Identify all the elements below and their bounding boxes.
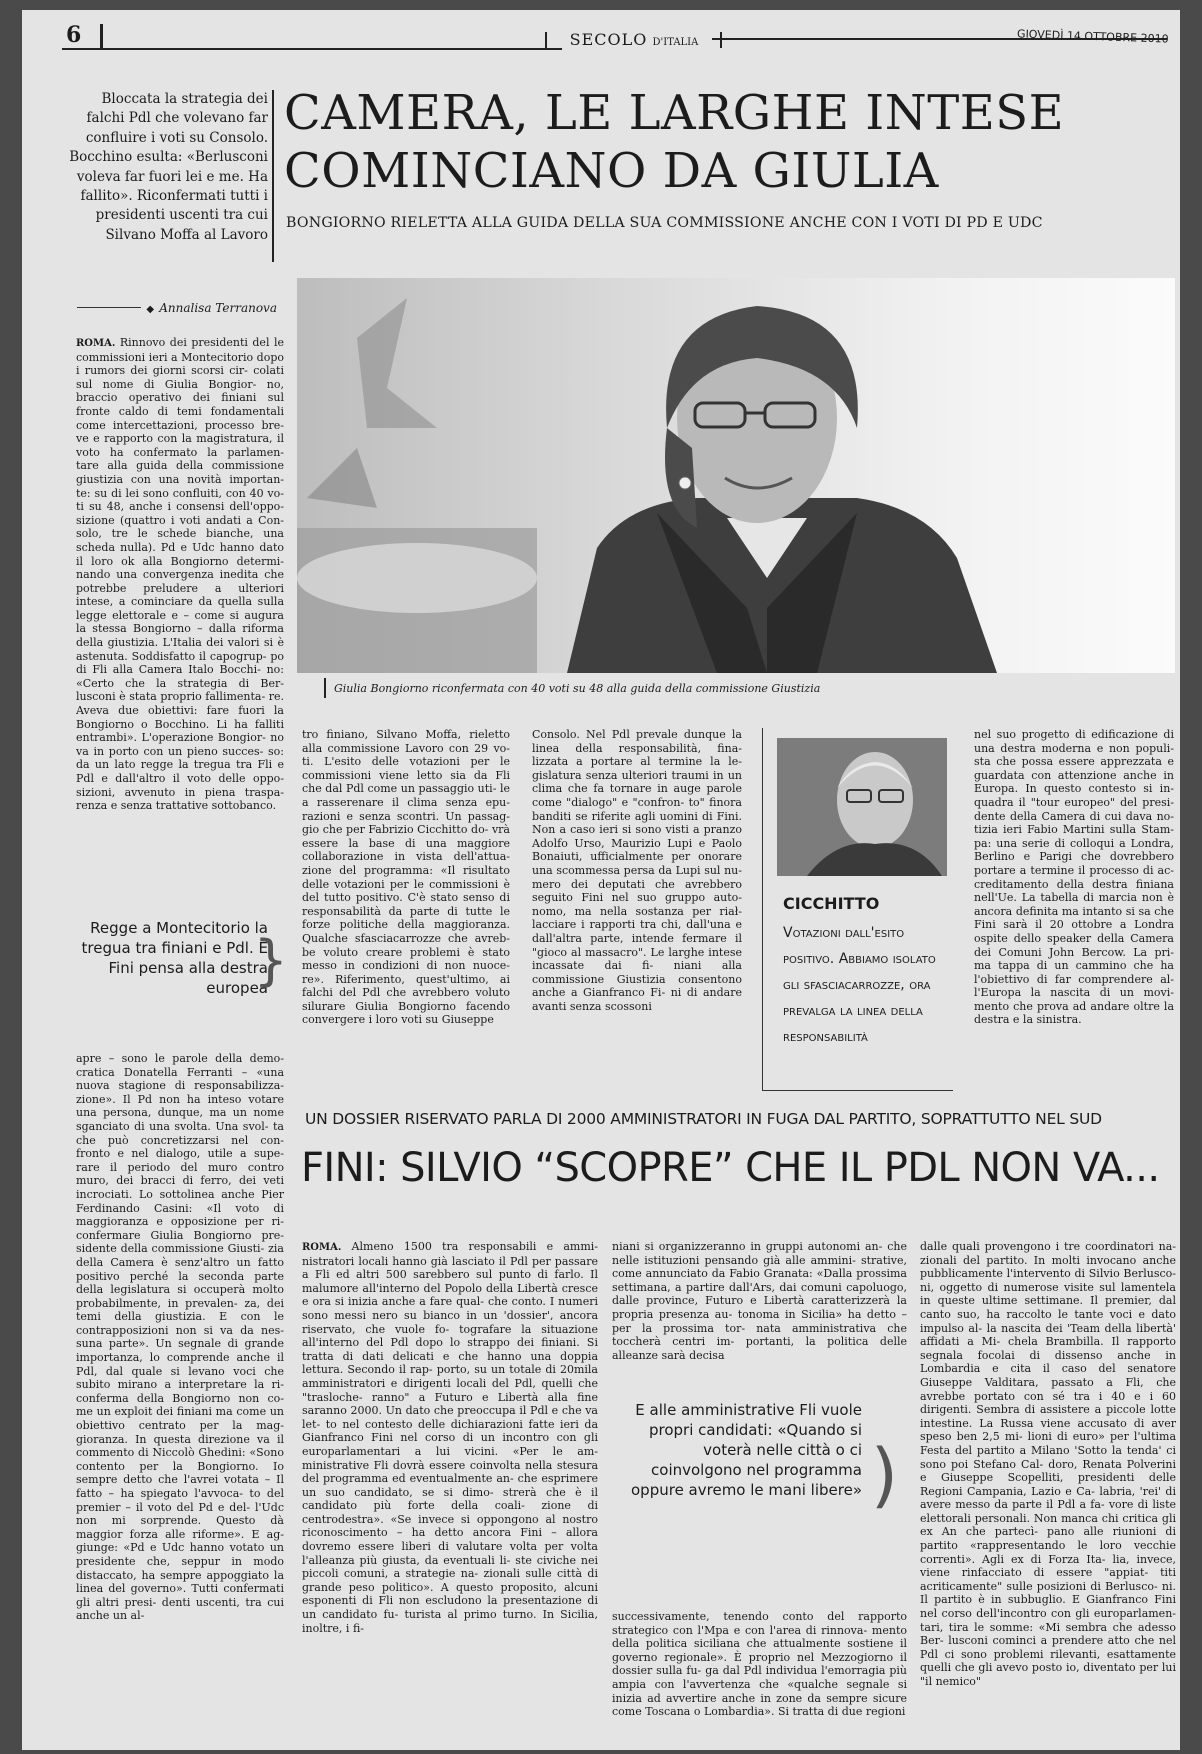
pullquote-2 xyxy=(622,1400,898,1516)
masthead xyxy=(542,30,726,49)
article1-column-3: Consolo. Nel Pdl prevale dunque la linea della responsabilità, fina- lizzata a portare al termine la le- gislatura senza ulteriori traumi in un clima che fa tornare in auge parole come "dialogo" e "confron- to" finora banditi se riferite agli uomini di Fini. Non a caso ieri si sono visti a pranzo Adolfo Urso, Maurizio Lupi e Paolo Bonaiuti, ufficialmente per onorare una scommessa persa da Lupi sul nu- mero dei deputati che avrebbero seguito Fini nel suo gruppo auto- nomo, ma nella sostanza per riał- lacciare i rapporti tra chi, dall'una e dall'altra parte, intende fermare il "gioco al massacro". Le larghe intese incassate dai fi- niani alla commissione Giustizia consentono anche a Gianfranco Fi- ni di andare avanti senza scossoni xyxy=(532,728,742,1013)
article2-col1-text: Almeno 1500 tra responsabili e ammi- nistratori locali hanno già lasciato il Pdl per passare a Fli ed altri 500 sarebbero sul punto di farlo. Il malumore all'interno del Popolo della Libertà cresce e ora si inizia anche a fare qual- che conto. I numeri sono messi nero su bianco in un 'dossier', ancora riservato, che vuole fo- tografare la situazione all'interno del Pdl dopo lo strappo dei finiani. Si tratta di dati delicati e che hanno una doppia lettura. Secondo il rap- porto, su un totale di 20mila amministratori e dirigenti locali del Pdl, quelli che "trasloche- ranno" a Futuro e Libertà alla fine saranno 2000. Un dato che preoccupa il Pdl e che va let- to nel contesto delle dichiarazioni fatte ieri da Gianfranco Fini nel corso di un incontro con gli europarlamentari a lui vicini. «Per le am- ministrative Fli dovrà essere coinvolta nella stesura del programma ed eventualmente an- che esprimere un suo candidato, se si dimo- strerà che è il candidato più forte della coali- zione di centrodestra». «Se invece si oppongono al nostro riconoscimento – ha detto ancora Fini – allora dovremo essere liberi di valutare volta per volta l'alleanza più giusta, da eventuali li- ste civiche nei piccoli comuni, a strategie na- zionali sulle città di grande peso politico». A questo proposito, alcuni esponenti di Fli non escludono la presentazione di un candidato fu- turista al primo turno. In Sicilia, inoltre, i fi- xyxy=(302,1240,598,1635)
byline-rule xyxy=(77,307,141,308)
byline-row xyxy=(62,297,277,316)
caption-bar-icon xyxy=(324,678,326,698)
header-date: GIOVEDÌ 14 OTTOBRE 2010 xyxy=(1016,27,1169,46)
byline: Annalisa Terranova xyxy=(159,301,277,315)
diamond-icon: ◆ xyxy=(146,304,155,315)
headline-line-1: CAMERA, LE LARGHE INTESE xyxy=(284,85,1065,141)
article2-column-3: dalle quali provengono i tre coordinatori na- zionali del partito. In molti invocano anche pubblicamente l'intervento di Silvio Berlusco- ni, oggetto di numerose visite sul lamentela in queste ultime settimane. Il premier, dal canto suo, ha raccolto le tante voci e dato impulso al- la nascita dei 'Team della libertà' affidati a Mi- chela Brambilla. Il rapporto segnala focolai di dissenso anche in Lombardia e cita il caso del senatore Giuseppe Valditara, passato a Fli, che avrebbe portato con sé tra i 40 e i 60 dirigenti. Sembra di assistere a piccole lotte intestine. La Russa viene accusato di aver speso ben 2,5 mi- lioni di euro» per l'ultima Festa del partito a Milano 'Sotto la tenda' ci sono poi Stefano Cal- doro, Renata Polverini e Giuseppe Scopelliti, presidenti delle Regioni Campania, Lazio e Ca- labria, 'rei' di avere messo da parte il Pdl a fa- vore di liste elettorali personali. Non manca chi critica gli ex An che partecì- pano alle riunioni di partito «rappresentando le loro vecchie correnti». Agli ex di Forza Ita- lia, invece, viene rinfacciato di essere "appiat- titi acriticamente" sulle posizioni di Berlusco- ni. Il partito è in subbuglio. E Gianfranco Fini nel corso dell'incontro con gli europarlamen- tari, tira le somme: «Mi sembra che adesso Ber- lusconi cominci a prendere atto che nel Pdl ci sono problemi rilevanti, esattamente quelli che gli avevo posto io, diventato per lui "il nemico" xyxy=(920,1240,1176,1688)
summary-text: Bloccata la strategia dei falchi Pdl che volevano far confluire i voti su Consolo. Bocchino esulta: «Berlusconi voleva far fuori lei e me. Ha fallito». Riconfermati tutti i presidenti uscenti tra cui Silvano Moffa al Lavoro xyxy=(69,91,268,243)
masthead-main: SECOLO xyxy=(569,30,648,49)
pullquote-2-text: E alle amministrative Fli vuole propri candidati: «Quando si voterà nelle città o ci coinvolgono nel programma oppure avremo le mani libere» xyxy=(631,1401,862,1499)
article1-col1-top-text: Rinnovo dei presidenti del le commissioni ieri a Montecitorio dopo i rumors dei giorni scorsi cir- colati sul nome di Giulia Bongior- no, braccio operativo dei finiani sul fronte caldo di temi fondamentali come intercettazioni, processo bre- ve e rapporto con la magistratura, il voto ha confermato la parlamen- tare alla guida della commissione giustizia con una novità importan- te: su di lei sono confluiti, con 40 vo- ti su 48, anche i consensi dell'oppo- sizione (quattro i voti andati a Con- solo, tre le schede bianche, una scheda nulla). Pd e Udc hanno dato il loro ok alla Bongiorno determi- nando una convergenza inedita che potrebbe preludere a ulteriori intese, a cominciare da quella sulla legge elettorale e – come si augura la stessa Bongiorno – dalla riforma della giustizia. L'Italia dei valori si è astenuta. Soddisfatto il capogrup- po di Fli alla Camera Italo Bocchi- no: «Certo che la strategia di Ber- lusconi è stata proprio fallimenta- re. Aveva due obiettivi: fare fuori la Bongiorno o Bocchino. Li ha falliti entrambi». L'operazione Bongior- no va in porto con un pieno succes- so: da un lato regge la tregua tra Fli e Pdl e dall'altro il voto delle oppo- sizioni, avvenuto in piena traspa- renza e senza trattative sottobanco. xyxy=(76,336,284,813)
left-brace-icon: ) xyxy=(870,1434,898,1516)
photo-caption: Giulia Bongiorno riconfermata con 40 voti su 48 alla guida della commissione Giustizia xyxy=(334,682,821,695)
inset-name: CICCHITTO xyxy=(783,894,880,913)
masthead-tick-right xyxy=(720,32,722,48)
article1-column-1-bottom: apre – sono le parole della demo- cratica Donatella Ferranti – «una nuova stagione di responsabilizza- zione». Il Pd non ha inteso votare una persona, dunque, ma un nome sganciato di una svolta. Una svol- ta che può concretizzarsi nel con- fronto e nel dialogo, utile a supe- rare il periodo del muro contro muro, dei bracci di ferro, dei veti incrociati. Lo sottolinea anche Pier Ferdinando Casini: «Il voto di maggioranza e opposizione per ri- confermare Giulia Bongiorno pre- sidente della commissione Giusti- zia della Camera è senz'altro un fatto positivo perché la seconda parte della legislatura si occuperà molto probabilmente, in prevalen- za, dei temi della giustizia. E con le contrapposizioni non si va da nes- suna parte». Un segnale di grande importanza, lo comprende anche il Pdl, dal quale si levano voci che subito mirano a interpretare la ri- conferma della Bongiorno non co- me un exploit dei finiani ma come un obiettivo centrato per la mag- gioranza. In questa direzione va il commento di Niccolò Ghedini: «Sono contento per la Bongiorno. Io sempre detto che l'avrei votata – Il fatto – ha spiegato l'avvoca- to del premier – il voto del Pd e del- l'Udc non mi sorprende. Questo dà maggior forza alle riforme». E ag- giunge: «Pd e Udc hanno votato un presidente che, seppur in modo distaccato, ha sempre appoggiato la linea del governo». Tutti confermati gli altri presi- denti uscenti, tra cui anche un al- xyxy=(76,1052,284,1623)
pullquote-1-text: Regge a Montecitorio la tregua tra finiani e Pdl. E Fini pensa alla destra europea xyxy=(81,919,268,997)
article2-headline: FINI: SILVIO “SCOPRE” CHE IL PDL NON VA... xyxy=(301,1145,1160,1191)
inset-quote: Votazioni dall'esito positivo. Abbiamo isolato gli sfasciacarrozze, ora prevalga la linea della responsabilità xyxy=(783,925,936,1045)
article1-column-5: nel suo progetto di edificazione di una destra moderna e non populi- sta che possa essere apprezzata e guardata con attenzione anche in Europa. In questo contesto si in- quadra il "tour europeo" del presi- dente della Camera di cui dava no- tizia ieri Fabio Martini sulla Stam- pa: una serie di colloqui a Londra, Berlino e Parigi che dovrebbero portare a termine il processo di ac- creditamento della destra finiana nell'Ue. La tabella di marcia non è ancora definita ma intanto si sa che Fini sarà il 20 ottobre a Londra ospite dello speaker della Camera dei Comuni John Bercow. La pri- ma tappa di un cammino che ha l'obiettivo di far comprendere al- l'Europa la nascita di un movi- mento che prova ad andare oltre la destra e la sinistra. xyxy=(974,728,1174,1027)
article2-column-2-top: niani si organizzeranno in gruppi autonomi an- che nelle istituzioni pensando già alle ammini- strative, come annunciato da Fabio Granata: «Dalla prossima settimana, a partire dall'Ars, dai comuni capoluogo, dalle province, Futuro e Libertà caratterizzerà la propria presenza au- tonoma in Sicilia» ha detto – per la prossima tor- nata amministrativa che toccherà centri im- portanti, la politica delle alleanze sarà decisa xyxy=(612,1240,907,1362)
cicchitto-inset xyxy=(762,728,953,1091)
article2-dateline: ROMA. xyxy=(302,1242,342,1253)
subheadline: BONGIORNO RIELETTA ALLA GUIDA DELLA SUA COMMISSIONE ANCHE CON I VOTI DI PD E UDC xyxy=(286,215,1043,231)
article1-column-2: tro finiano, Silvano Moffa, rieletto alla commissione Lavoro con 29 vo- ti. L'esito delle votazioni per le commissioni viene letto sia da Fli che dal Pdl come un passaggio uti- le a rasserenare il clima senza epu- razioni e senza scontri. Un passag- gio che per Fabrizio Cicchitto do- vrà essere la base di una maggiore collaborazione in vista dell'attua- zione del programma: «Il risultato delle votazioni per le commissioni è del tutto positivo. C'è stato senso di responsabilità da parte di tutte le forze politiche della maggioranza. Qualche sfasciacarrozze che avreb- be voluto creare problemi è stato messo in condizioni di non nuoce- re». Riferimento, quest'ultimo, ai falchi del Pdl che avrebbero voluto silurare Giulia Bongiorno facendo convergere i loro voti su Giuseppe xyxy=(302,728,510,1027)
article1-dateline: ROMA. xyxy=(76,338,116,349)
cicchitto-photo xyxy=(777,738,947,876)
newspaper-page xyxy=(22,10,1180,1750)
article2-kicker: UN DOSSIER RISERVATO PARLA DI 2000 AMMINISTRATORI IN FUGA DAL PARTITO, SOPRATTUTTO NEL SUD xyxy=(305,1110,1102,1128)
header-rule-left xyxy=(62,48,562,50)
article1-column-1-top xyxy=(76,336,284,896)
masthead-small: D'ITALIA xyxy=(652,37,699,48)
right-brace-icon: } xyxy=(253,929,288,992)
cicchitto-portrait xyxy=(777,738,947,876)
pullquote-1 xyxy=(66,918,288,998)
page-number: 6 xyxy=(66,22,82,48)
article2-column-2-bottom: successivamente, tenendo conto del rapporto strategico con l'Mpa e con l'area di rinnova- mento della politica siciliana che attualmente sostiene il governo regionale». È proprio nel Mezzogiorno il dossier sulla fu- ga dal Pdl individua l'emorragia più ampia con l'avvertenza che «qualche segnale si inizia ad avvertire anche in zone da sempre sicure come Toscana o Lombardia». Si tratta di due regioni xyxy=(612,1610,907,1719)
bongiorno-photo xyxy=(297,278,1175,673)
page-number-bar xyxy=(100,24,103,50)
headline-line-2: COMINCIANO DA GIULIA xyxy=(284,143,939,199)
masthead-tick-left xyxy=(545,32,547,48)
summary-box xyxy=(62,90,274,262)
article2-column-1 xyxy=(302,1240,598,1740)
portrait-illustration xyxy=(297,278,1175,673)
